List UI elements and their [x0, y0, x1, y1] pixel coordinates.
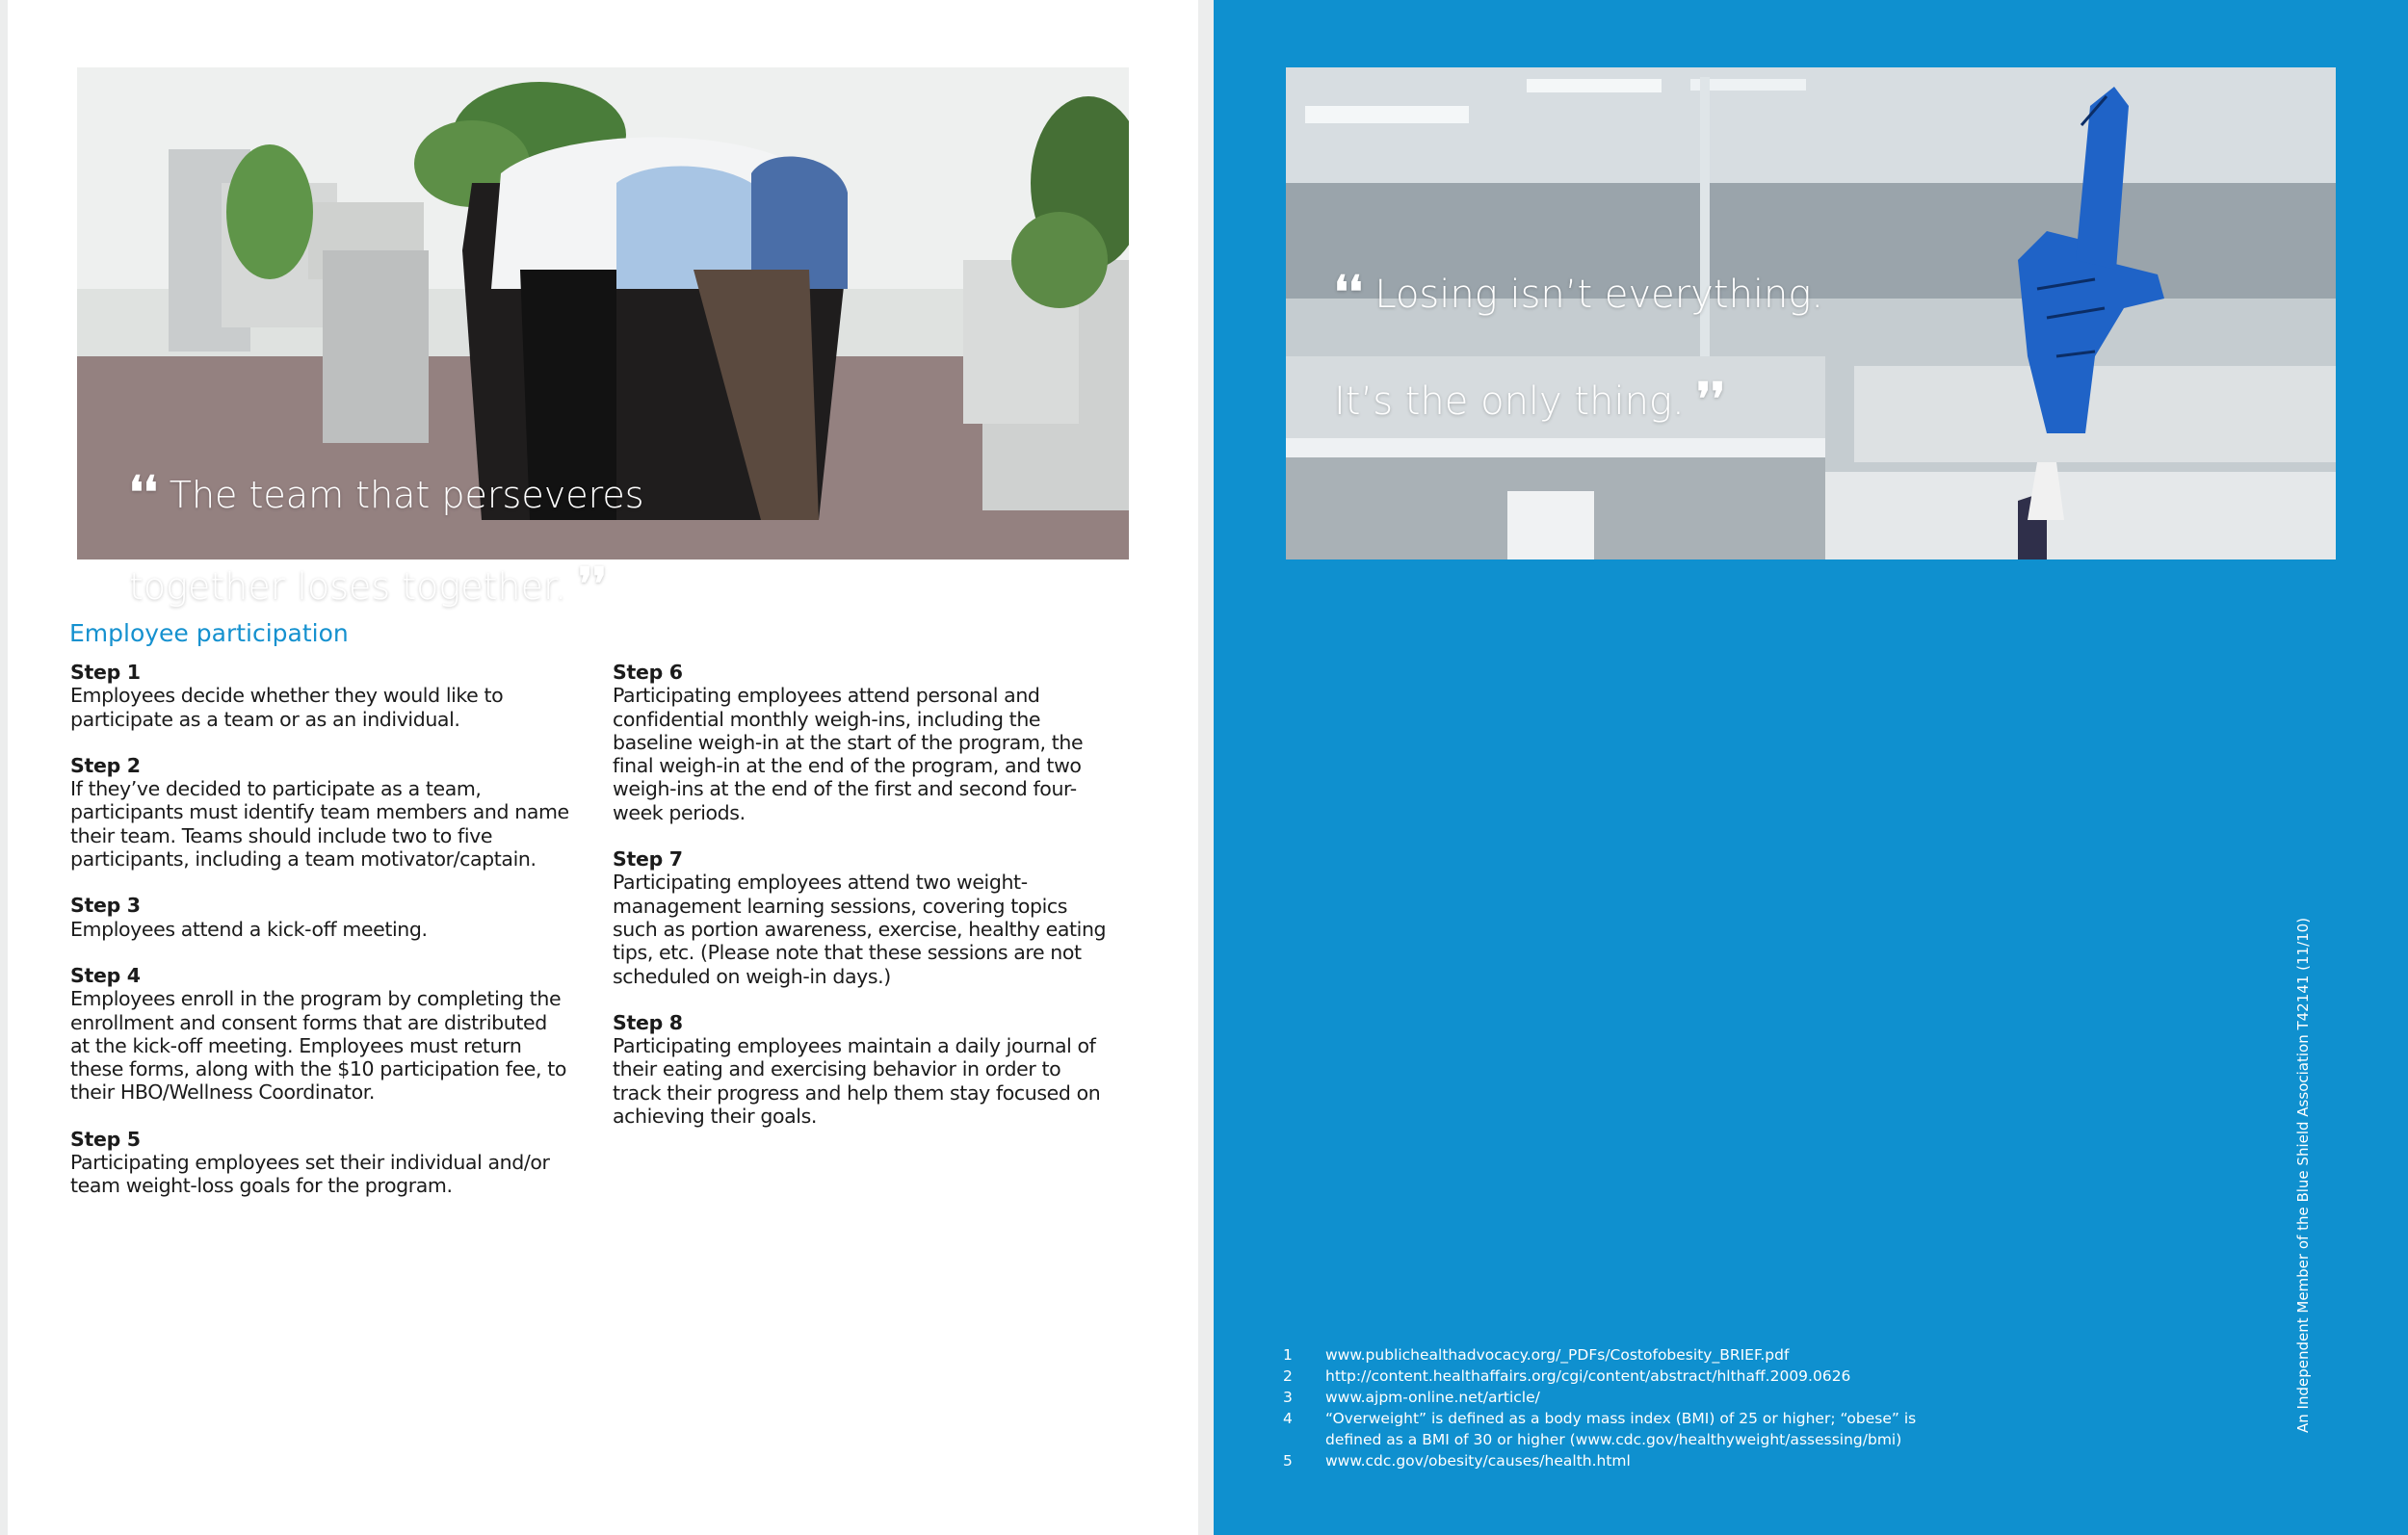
losing-quote	[1334, 214, 1823, 428]
footnote	[1283, 1387, 1976, 1408]
open-quote-icon: ❛❛	[1334, 266, 1363, 318]
step-title: Step 2	[70, 753, 141, 777]
step-1	[70, 661, 571, 731]
step-title: Step 5	[70, 1127, 141, 1151]
footnote-text: www.ajpm-online.net/article/	[1325, 1389, 1540, 1406]
step-text: Participating employees attend two weight-management learning sessions, covering topics such as portion awareness, exercise, healthy eating tips, etc. (Please note that these sessions are not scheduled on weigh-in days.)	[613, 871, 1107, 988]
step-text: Participating employees maintain a daily journal of their eating and exercising behavior in order to track their progress and help them stay focused on achieving their goals.	[613, 1034, 1101, 1129]
footnote-text: “Overweight” is defined as a body mass index (BMI) of 25 or higher; “obese” is defined as a BMI of 30 or higher (www.cdc.gov/healthyweight/assessing/bmi)	[1325, 1410, 1917, 1448]
step-title: Step 8	[613, 1010, 683, 1034]
close-quote-icon: ❜❜	[578, 558, 607, 610]
footnote-number: 3	[1283, 1389, 1293, 1406]
footnotes	[1283, 1344, 1976, 1471]
step-title: Step 1	[70, 661, 141, 684]
step-2	[70, 754, 571, 871]
association-disclaimer: An Independent Member of the Blue Shield Association T42141 (11/10)	[2294, 917, 2312, 1433]
footnote-number: 4	[1283, 1410, 1293, 1427]
step-7	[613, 847, 1113, 988]
footnote-text: http://content.healthaffairs.org/cgi/content/abstract/hlthaff.2009.0626	[1325, 1367, 1851, 1385]
footnote-text: www.cdc.gov/obesity/causes/health.html	[1325, 1452, 1631, 1470]
footnote-number: 2	[1283, 1367, 1293, 1385]
step-text: If they’ve decided to participate as a team, participants must identify team members and name their team. Teams should include two to five participants, including a team motivator/captain.	[70, 777, 569, 872]
step-8	[613, 1011, 1113, 1128]
footnote	[1283, 1366, 1976, 1387]
team-quote-line-2: together loses together.	[129, 565, 567, 608]
footnote-text: www.publichealthadvocacy.org/_PDFs/Costofobesity_BRIEF.pdf	[1325, 1346, 1790, 1364]
losing-quote-line-2: It’s the only thing.	[1334, 379, 1685, 424]
step-text: Employees attend a kick-off meeting.	[70, 917, 428, 941]
section-title: Employee participation	[69, 619, 349, 647]
step-text: Employees enroll in the program by completing the enrollment and consent forms that are distributed at the kick-off meeting. Employees must return these forms, along with the $10 participation fee, to their HBO/Wellness Coordinator.	[70, 987, 567, 1105]
step-title: Step 7	[613, 847, 683, 872]
footnote	[1283, 1344, 1976, 1366]
step-text: Participating employees attend personal and confidential monthly weigh-ins, including the baseline weigh-in at the start of the program, the final weigh-in at the end of the program, and two weigh-ins at the end of the first and second four-week periods.	[613, 684, 1084, 824]
team-quote	[129, 426, 644, 609]
step-title: Step 3	[70, 894, 141, 918]
open-quote-icon: ❛❛	[129, 466, 158, 518]
step-6	[613, 661, 1113, 824]
step-text: Participating employees set their individual and/or team weight-loss goals for the program.	[70, 1151, 550, 1198]
steps-column-2	[613, 661, 1113, 1151]
close-quote-icon: ❜❜	[1696, 373, 1726, 425]
footnote-number: 5	[1283, 1452, 1293, 1470]
footnote-number: 1	[1283, 1346, 1293, 1364]
team-quote-line-1: The team that perseveres	[169, 474, 644, 516]
step-4	[70, 964, 571, 1105]
footnote	[1283, 1450, 1976, 1471]
footnote	[1283, 1408, 1976, 1450]
step-text: Employees decide whether they would like to participate as a team or as an individual.	[70, 684, 504, 731]
step-title: Step 4	[70, 963, 141, 987]
step-5	[70, 1128, 571, 1198]
step-title: Step 6	[613, 661, 683, 684]
losing-quote-line-1: Losing isn’t everything.	[1374, 273, 1824, 317]
steps-column-1	[70, 661, 571, 1221]
step-3	[70, 894, 571, 941]
